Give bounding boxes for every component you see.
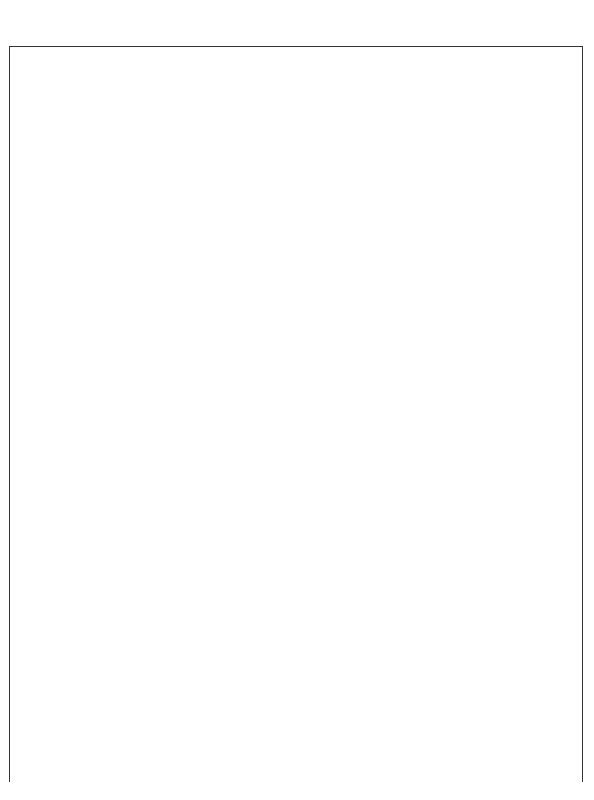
table-of-contents: [19, 105, 560, 124]
frame-left-border: [9, 46, 10, 782]
section-header: [19, 105, 560, 124]
title-backdrop: [149, 48, 469, 96]
frame-top-border: [9, 46, 583, 47]
page-frame: [9, 8, 583, 792]
frame-right-border: [582, 46, 583, 782]
